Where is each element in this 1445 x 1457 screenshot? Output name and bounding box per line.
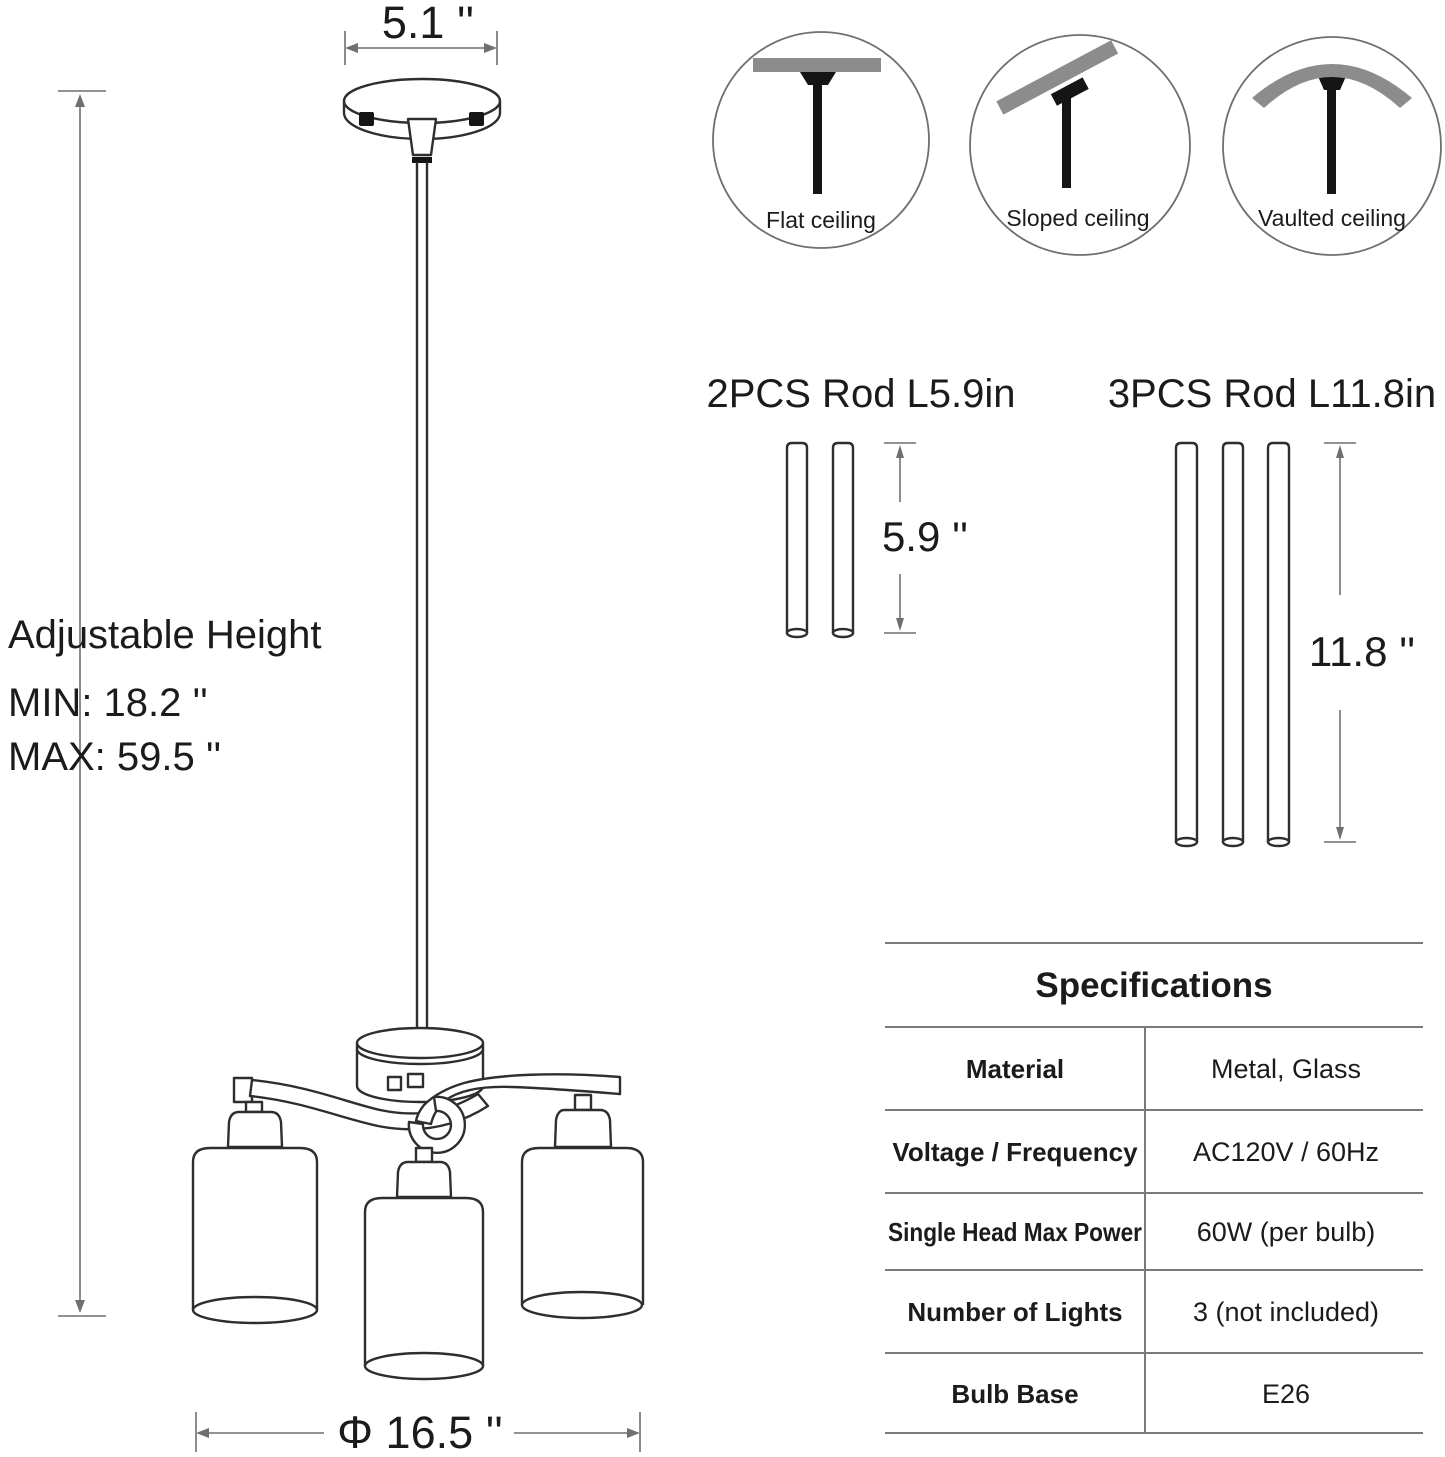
- long-rod-set: [1108, 372, 1436, 846]
- flat-ceiling-rod: [813, 82, 822, 194]
- chandelier-body: [193, 1028, 643, 1379]
- left-stem: [246, 1102, 262, 1112]
- spec-value: 3 (not included): [1192, 1297, 1380, 1327]
- spec-label: Material: [965, 1054, 1065, 1084]
- spec-row-max-power: [888, 1217, 1375, 1247]
- sloped-ceiling-icon: [970, 35, 1190, 255]
- center-shade: [365, 1198, 483, 1366]
- long-rod-length-label: 11.8 '': [1308, 628, 1416, 675]
- canopy-connector: [408, 119, 436, 155]
- long-rod-title: 3PCS Rod L11.8in: [1107, 372, 1437, 416]
- canopy-width-dimension: [345, 0, 497, 65]
- right-socket: [555, 1110, 611, 1147]
- long-rod-dimension: [1309, 443, 1415, 842]
- rod-joint: [412, 157, 432, 163]
- arm-nub-left: [388, 1077, 401, 1090]
- adjustable-height-title: Adjustable Height: [8, 613, 322, 657]
- diameter-dimension: [196, 1407, 640, 1457]
- right-lamp: [522, 1095, 643, 1318]
- short-rod-title: 2PCS Rod L5.9in: [706, 372, 1016, 416]
- ceiling-canopy: [344, 79, 500, 163]
- short-rod-dimension: [882, 443, 968, 633]
- min-height-label: MIN: 18.2 '': [8, 681, 208, 725]
- spec-value: 60W (per bulb): [1196, 1217, 1376, 1247]
- spec-label: Bulb Base: [951, 1379, 1079, 1409]
- spec-row-voltage: [892, 1137, 1379, 1167]
- max-height-label: MAX: 59.5 '': [8, 735, 222, 779]
- flat-ceiling-icon: [713, 32, 929, 248]
- spec-label: Single Head Max Power: [888, 1217, 1142, 1247]
- spec-value: E26: [1261, 1379, 1311, 1409]
- sloped-ceiling-rod: [1062, 92, 1071, 188]
- short-rod-length-label: 5.9 '': [881, 513, 969, 560]
- spec-row-bulb-base: [951, 1379, 1310, 1409]
- center-lamp: [365, 1148, 483, 1379]
- arm-nub-right: [408, 1074, 423, 1087]
- spec-label: Voltage / Frequency: [892, 1137, 1138, 1167]
- vaulted-ceiling-icon: [1223, 37, 1441, 255]
- left-lamp: [193, 1102, 317, 1323]
- pendant-light-drawing: [8, 0, 643, 1457]
- short-rod-set: [706, 372, 1015, 637]
- left-shade: [193, 1148, 317, 1310]
- right-shade: [522, 1148, 643, 1305]
- sloped-ceiling-label: Sloped ceiling: [1006, 205, 1150, 231]
- vaulted-ceiling-label: Vaulted ceiling: [1258, 205, 1406, 231]
- down-rod: [417, 163, 427, 1040]
- canopy-width-label: 5.1 '': [381, 0, 475, 48]
- flat-ceiling-label: Flat ceiling: [766, 207, 876, 233]
- spec-row-number-of-lights: [907, 1297, 1379, 1327]
- spec-value: Metal, Glass: [1210, 1054, 1362, 1084]
- canopy-screw-left: [359, 112, 374, 126]
- center-socket: [397, 1162, 451, 1197]
- spec-value: AC120V / 60Hz: [1192, 1137, 1380, 1167]
- spec-row-material: [966, 1054, 1361, 1084]
- left-socket: [228, 1112, 282, 1147]
- specifications-title: Specifications: [1035, 966, 1273, 1005]
- spec-label: Number of Lights: [907, 1297, 1123, 1327]
- rod-sets: [706, 372, 1436, 846]
- flat-ceiling-bar: [753, 58, 881, 72]
- right-stem: [575, 1095, 591, 1110]
- vaulted-ceiling-rod: [1327, 86, 1336, 194]
- specifications-table: [885, 943, 1423, 1433]
- center-stem: [416, 1148, 432, 1162]
- ceiling-type-icons: [713, 32, 1441, 255]
- diameter-label: Φ 16.5 '': [337, 1407, 503, 1457]
- canopy-screw-right: [469, 112, 484, 126]
